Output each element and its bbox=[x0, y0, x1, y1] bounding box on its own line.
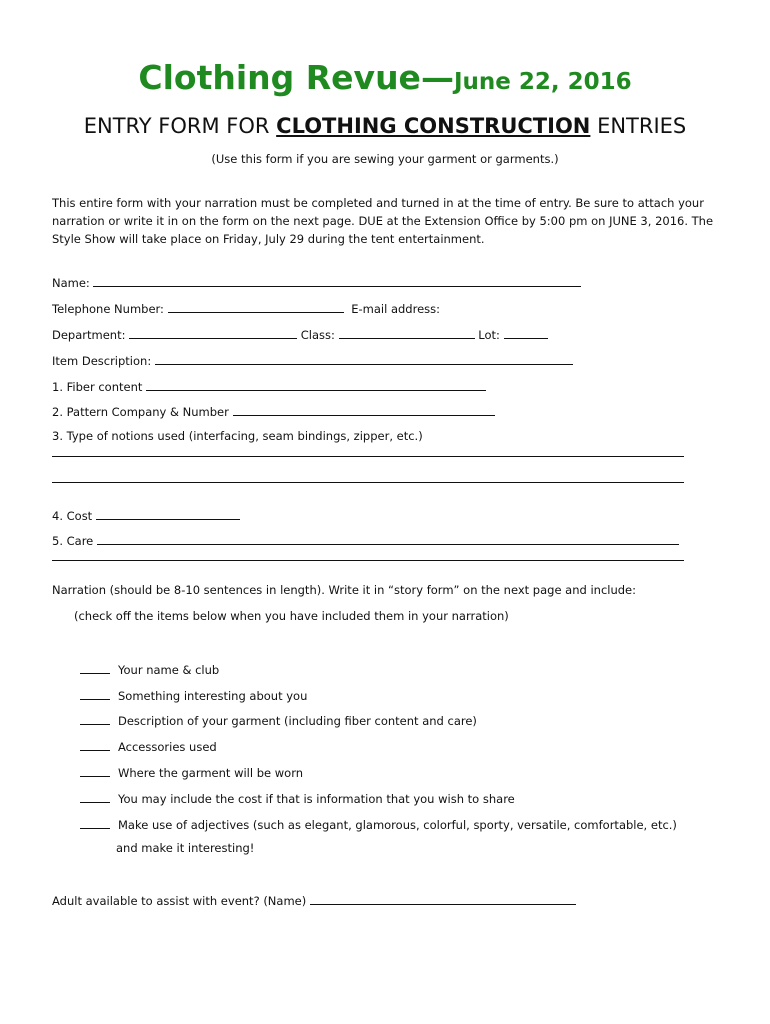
checkbox-blank[interactable] bbox=[80, 661, 110, 674]
checkbox-blank[interactable] bbox=[80, 816, 110, 829]
checklist-item bbox=[80, 764, 303, 780]
pattern-company-row bbox=[52, 403, 495, 419]
care-row bbox=[52, 532, 679, 548]
item-description-row bbox=[52, 352, 573, 368]
pattern-company-field[interactable] bbox=[233, 403, 495, 416]
instructions-paragraph: This entire form with your narration must be completed and turned in at the time of entry. Be sure to attach your narration or write it in on the form on the next page. DUE at the Extension Office by 5:00 pm on JUNE 3, 2016. The Style Show will take place on Friday, July 29 during the tent entertainment. bbox=[52, 196, 714, 246]
subtitle-emphasis: CLOTHING CONSTRUCTION bbox=[276, 114, 591, 138]
notions-row bbox=[52, 429, 423, 443]
form-title bbox=[0, 58, 770, 97]
class-label: Class: bbox=[300, 328, 335, 342]
form-subtitle bbox=[0, 114, 770, 138]
subtitle-suffix: ENTRIES bbox=[590, 114, 687, 138]
care-field[interactable] bbox=[97, 532, 679, 545]
cost-label: 4. Cost bbox=[52, 509, 93, 523]
name-label: Name: bbox=[52, 276, 90, 290]
title-date: June 22, 2016 bbox=[453, 69, 632, 95]
fiber-content-row bbox=[52, 378, 486, 394]
pattern-company-label: 2. Pattern Company & Number bbox=[52, 405, 229, 419]
checklist-label: Make use of adjectives (such as elegant, glamorous, colorful, sporty, versatile, comfortable, etc.) bbox=[118, 818, 677, 832]
cost-field[interactable] bbox=[96, 507, 240, 520]
care-label: 5. Care bbox=[52, 534, 94, 548]
checklist-label: Where the garment will be worn bbox=[118, 766, 304, 780]
department-row bbox=[52, 326, 548, 342]
checkbox-blank[interactable] bbox=[80, 738, 110, 751]
item-description-label: Item Description: bbox=[52, 354, 152, 368]
checklist-label: Something interesting about you bbox=[118, 689, 308, 703]
checklist-item bbox=[80, 661, 219, 677]
email-label: E-mail address: bbox=[351, 302, 441, 316]
checklist-item bbox=[80, 816, 677, 832]
department-field[interactable] bbox=[129, 326, 297, 339]
checklist-label: Description of your garment (including fiber content and care) bbox=[118, 714, 477, 728]
care-line-2[interactable] bbox=[52, 560, 684, 561]
checkbox-blank[interactable] bbox=[80, 687, 110, 700]
item-description-field[interactable] bbox=[155, 352, 573, 365]
fiber-content-field[interactable] bbox=[146, 378, 486, 391]
narration-instruction: (check off the items below when you have included them in your narration) bbox=[74, 609, 509, 623]
lot-label: Lot: bbox=[478, 328, 500, 342]
checklist-label: You may include the cost if that is information that you wish to share bbox=[118, 792, 515, 806]
notions-line-1[interactable] bbox=[52, 456, 684, 457]
checklist-item bbox=[80, 790, 515, 806]
adult-assist-label: Adult available to assist with event? (Name) bbox=[52, 894, 307, 908]
telephone-field[interactable] bbox=[168, 300, 344, 313]
lot-field[interactable] bbox=[504, 326, 548, 339]
notions-line-2[interactable] bbox=[52, 482, 684, 483]
subtitle-prefix: ENTRY FORM FOR bbox=[83, 114, 277, 138]
name-row bbox=[52, 274, 581, 290]
cost-row bbox=[52, 507, 240, 523]
checklist-item bbox=[80, 687, 307, 703]
department-label: Department: bbox=[52, 328, 126, 342]
narration-intro: Narration (should be 8-10 sentences in length). Write it in “story form” on the next page and include: bbox=[52, 583, 637, 597]
name-field[interactable] bbox=[93, 274, 581, 287]
checklist-label: Accessories used bbox=[118, 740, 217, 754]
checkbox-blank[interactable] bbox=[80, 764, 110, 777]
checkbox-blank[interactable] bbox=[80, 790, 110, 803]
contact-row bbox=[52, 300, 440, 316]
notions-label: 3. Type of notions used (interfacing, seam bindings, zipper, etc.) bbox=[52, 429, 423, 443]
usage-note: (Use this form if you are sewing your garment or garments.) bbox=[211, 152, 559, 166]
checkbox-blank[interactable] bbox=[80, 712, 110, 725]
telephone-label: Telephone Number: bbox=[52, 302, 164, 316]
fiber-content-label: 1. Fiber content bbox=[52, 380, 143, 394]
checklist-item bbox=[80, 712, 477, 728]
checklist-continuation: and make it interesting! bbox=[116, 841, 255, 855]
adult-assist-field[interactable] bbox=[310, 892, 576, 905]
checklist-item bbox=[80, 738, 217, 754]
adult-assist-row bbox=[52, 892, 576, 908]
class-field[interactable] bbox=[339, 326, 475, 339]
title-text: Clothing Revue— bbox=[138, 58, 454, 97]
checklist-label: Your name & club bbox=[118, 663, 220, 677]
